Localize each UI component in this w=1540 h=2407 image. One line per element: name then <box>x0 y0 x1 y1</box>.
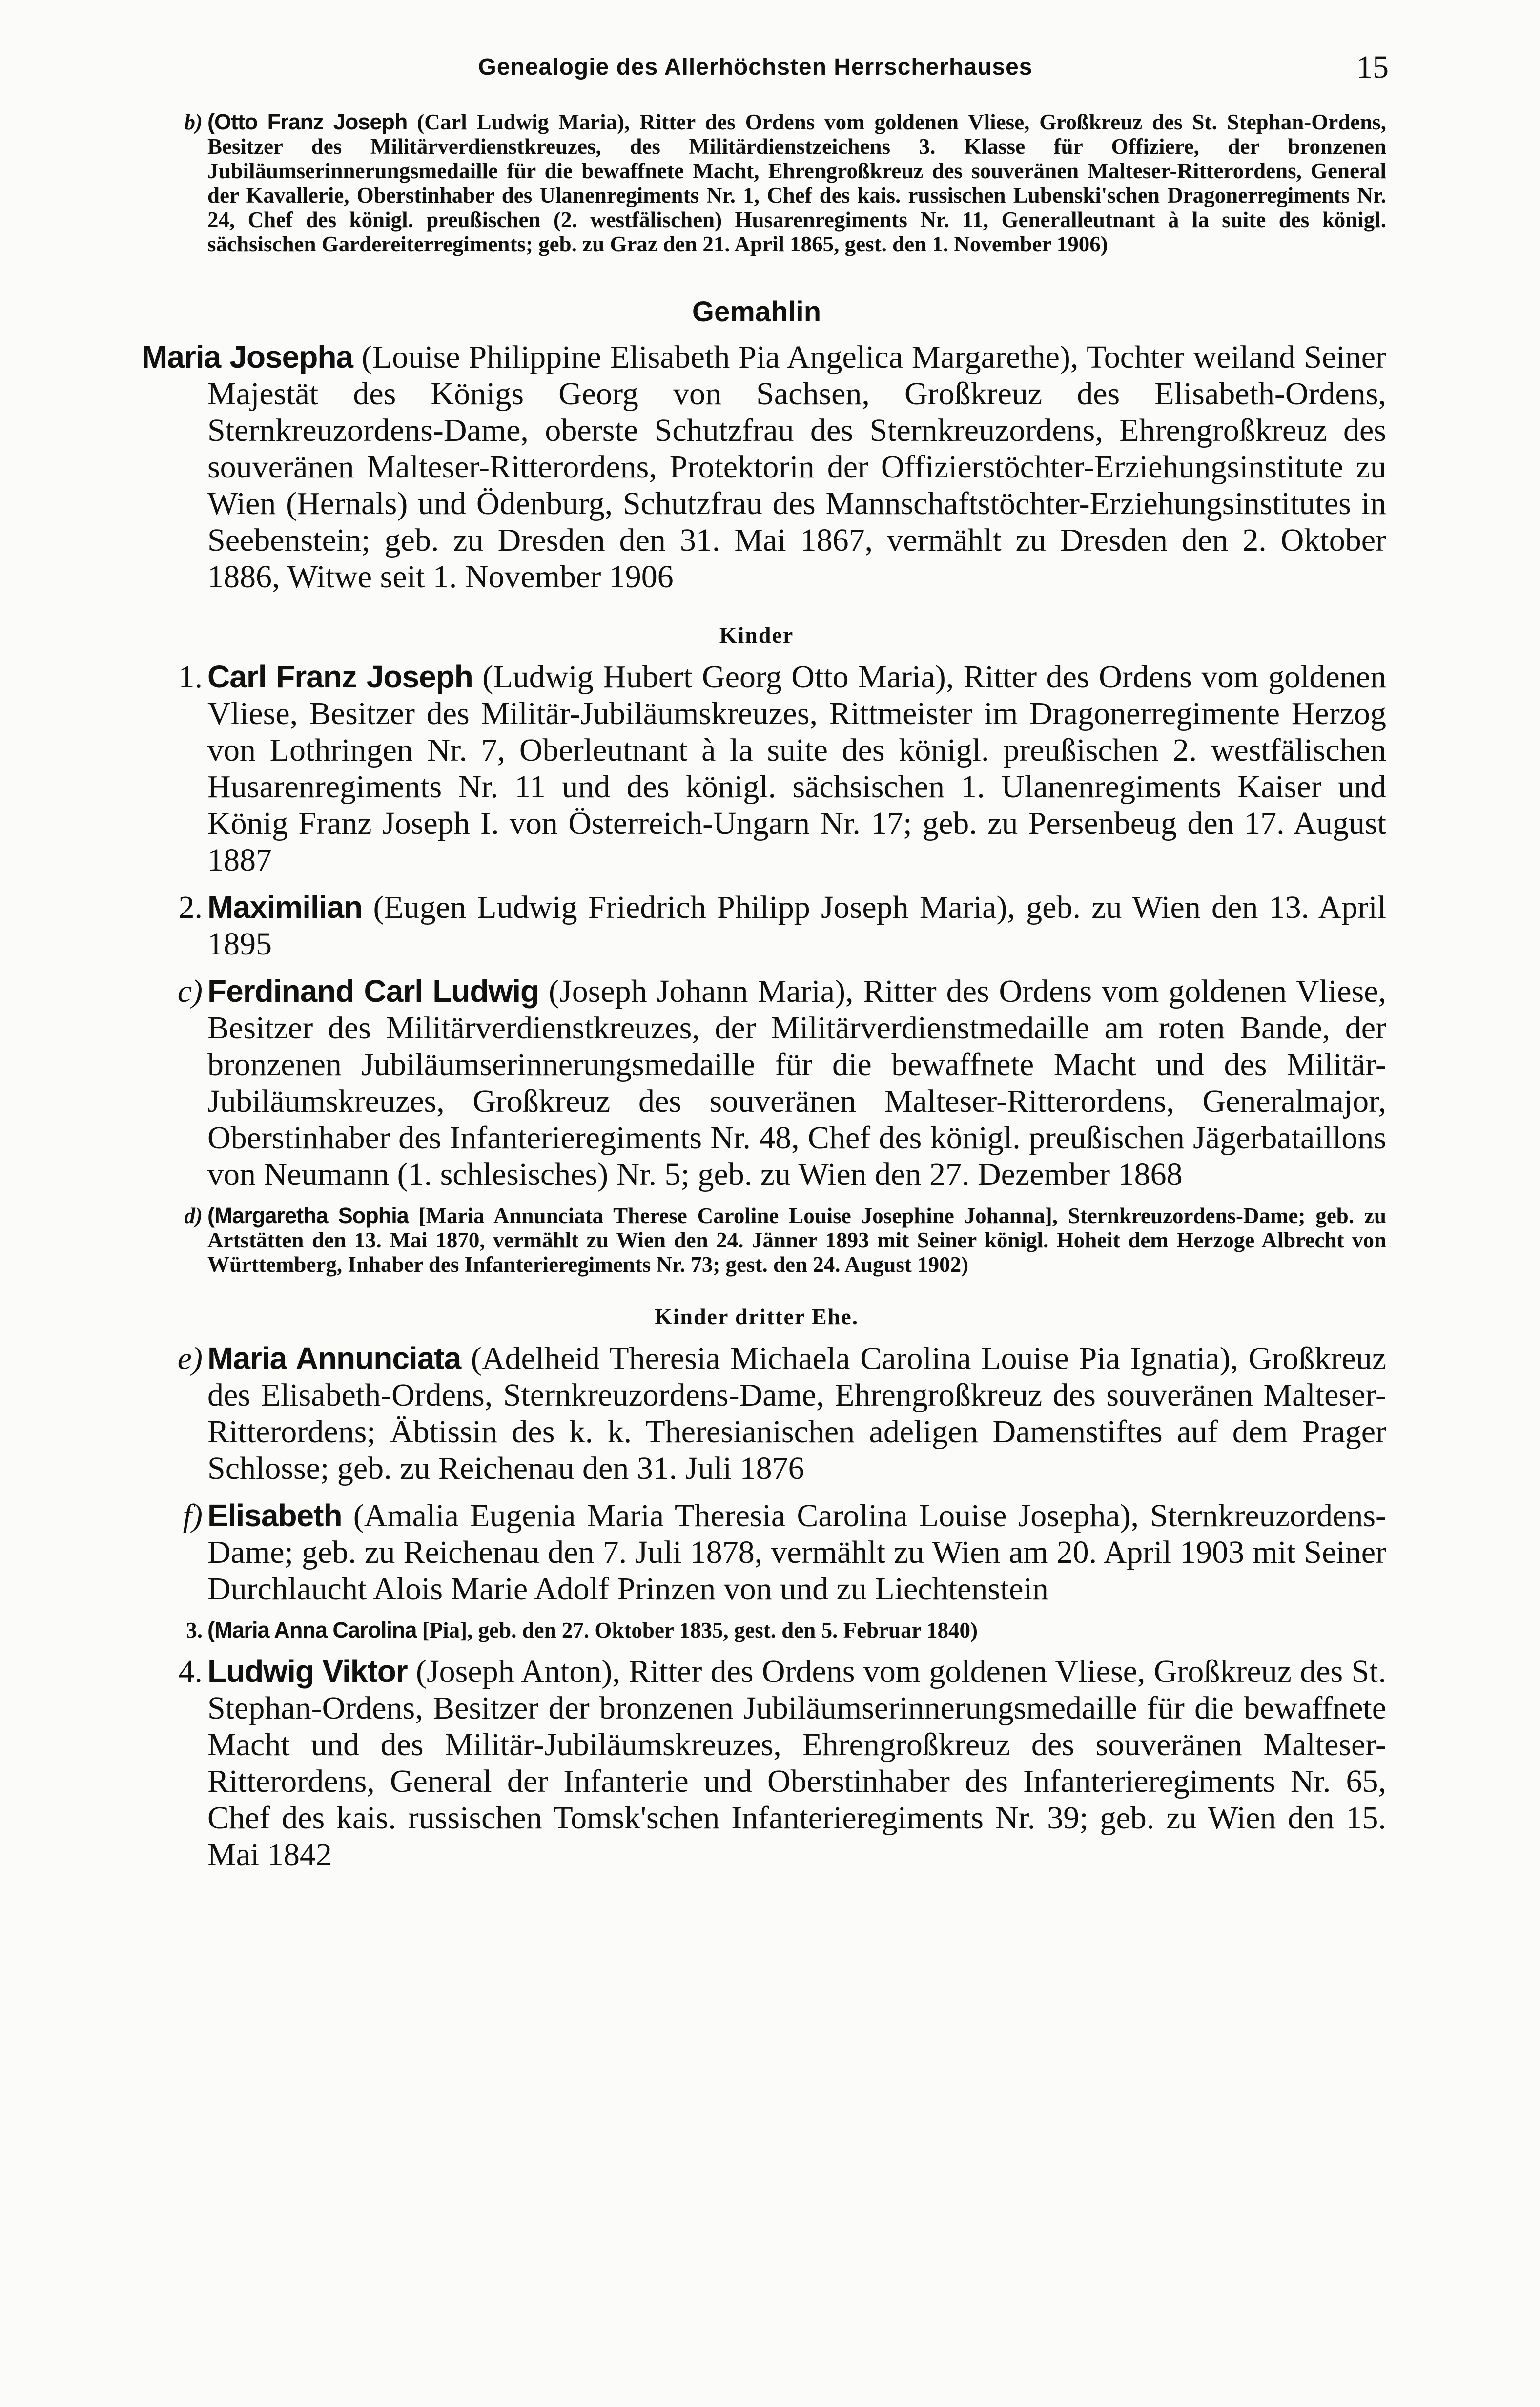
entry-text: (Joseph Anton), Ritter des Ordens vom goldenen Vliese, Großkreuz des St. Stephan-Ordens, Besitzer der bronzenen Jubiläumserinnerungsmedaille für die bewaffnete Macht und des Militär-Jubiläumskreuzes, Ehrengroßkreuz des souveränen Malteser-Ritterordens, General der Infanterie und Oberstinhaber des Infanterieregiments Nr. 65, Chef des kais. russischen Tomsk'schen Infanterieregiments Nr. 39; geb. zu Wien den 15. Mai 1842 <box>207 1654 1387 1872</box>
section-heading-kinder: Kinder <box>719 622 794 647</box>
entry-label: 4. <box>178 1654 203 1689</box>
entry-maximilian <box>127 889 1386 962</box>
entry-elisabeth <box>127 1497 1386 1607</box>
entry-name: Carl Franz Joseph <box>207 659 473 694</box>
entry-text: (Carl Ludwig Maria), Ritter des Ordens vom goldenen Vliese, Großkreuz des St. Stephan-Ordens, Besitzer des Militärverdienstkreuzes, des Militärdienstzeichens 3. Klasse für Offiziere, der bronzenen Jubiläumserinnerungsmedaille für die bewaffnete Macht, Ehrengroßkreuz des souveränen Malteser-Ritterordens, General der Kavallerie, Oberstinhaber des Ulanenregiments Nr. 1, Chef des kais. russischen Lubenski'schen Dragonerregiments Nr. 24, Chef des königl. preußischen (2. westfälischen) Husarenregiments Nr. 11, Generalleutnant à la suite des königl. sächsischen Gardereiterregiments; geb. zu Graz den 21. April 1865, gest. den 1. November 1906) <box>207 110 1386 256</box>
section-heading-gemahlin: Gemahlin <box>692 296 821 328</box>
entry-label: 1. <box>178 659 203 695</box>
entry-text: (Ludwig Hubert Georg Otto Maria), Ritter des Ordens vom goldenen Vliese, Besitzer des Militär-Jubiläumskreuzes, Rittmeister im Dragonerregimente Herzog von Lothringen Nr. 7, Oberleutnant à la suite des königl. preußischen 2. westfälischen Husarenregiments Nr. 11 und des königl. sächsischen 1. Ulanenregiments Kaiser und König Franz Joseph I. von Österreich-Ungarn Nr. 17; geb. zu Persenbeug den 17. August 1887 <box>207 659 1387 878</box>
entry-ludwig-viktor <box>127 1653 1386 1873</box>
entry-label: 3. <box>186 1618 203 1642</box>
entry-otto-franz-joseph <box>127 110 1386 256</box>
entry-maria-josepha <box>127 339 1386 595</box>
entry-name: Elisabeth <box>207 1498 342 1533</box>
entry-name: (Maria Anna Carolina <box>207 1618 417 1642</box>
entry-ferdinand-carl-ludwig <box>127 973 1386 1193</box>
entry-label: 2. <box>178 890 203 925</box>
page-header <box>122 49 1389 88</box>
entry-label: b) <box>184 110 203 134</box>
entry-label: c) <box>177 974 203 1009</box>
entry-name: (Otto Franz Joseph <box>207 109 408 134</box>
section-heading-kinder-dritter-ehe: Kinder dritter Ehe. <box>654 1304 859 1329</box>
entry-text: (Amalia Eugenia Maria Theresia Carolina Louise Josepha), Sternkreuzordens-Dame; geb. zu Reichenau den 7. Juli 1878, vermählt zu Wien am 20. April 1903 mit Seiner Durchlaucht Alois Marie Adolf Prinzen von und zu Liechtenstein <box>207 1498 1386 1607</box>
entry-name: Maximilian <box>207 890 363 925</box>
entry-text: (Adelheid Theresia Michaela Carolina Louise Pia Ignatia), Großkreuz des Elisabeth-Ordens, Sternkreuzordens-Dame, Ehrengroßkreuz des souveränen Malteser-Ritterordens; Äbtissin des k. k. Theresianischen adeligen Damenstiftes auf dem Prager Schlosse; geb. zu Reichenau den 31. Juli 1876 <box>207 1341 1386 1486</box>
entry-margaretha-sophia <box>127 1204 1386 1277</box>
entry-maria-annunciata <box>127 1340 1386 1487</box>
entry-name: Ludwig Viktor <box>207 1654 408 1689</box>
entry-text: [Pia], geb. den 27. Oktober 1835, gest. den 5. Februar 1840) <box>416 1618 978 1642</box>
page-number: 15 <box>1356 49 1389 85</box>
entry-text: (Louise Philippine Elisabeth Pia Angelica Margarethe), Tochter weiland Seiner Majestät des Königs Georg von Sachsen, Großkreuz des Elisabeth-Ordens, Sternkreuzordens-Dame, oberste Schutzfrau des Sternkreuzordens, Ehrengroßkreuz des souveränen Malteser-Ritterordens, Protektorin der Offizierstöchter-Erziehungsinstitute zu Wien (Hernals) und Ödenburg, Schutzfrau des Mannschaftstöchter-Erziehungsinstitutes in Seebenstein; geb. zu Dresden den 31. Mai 1867, vermählt zu Dresden den 2. Oktober 1886, Witwe seit 1. November 1906 <box>207 339 1386 595</box>
entry-name: Ferdinand Carl Ludwig <box>207 974 539 1009</box>
entry-label: f) <box>183 1498 203 1534</box>
entry-text: [Maria Annunciata Therese Caroline Louise Josephine Johanna], Sternkreuzordens-Dame; geb. zu Artstätten den 13. Mai 1870, vermählt zu Wien den 24. Jänner 1893 mit Seiner königl. Hoheit dem Herzoge Albrecht von Württemberg, Inhaber des Infanterieregiments Nr. 73; gest. den 24. August 1902) <box>207 1204 1386 1277</box>
entry-name: Maria Annunciata <box>207 1341 461 1376</box>
running-head: Genealogie des Allerhöchsten Herrscherhauses <box>478 54 1033 80</box>
entry-carl-franz-joseph <box>127 659 1386 878</box>
entry-maria-anna-carolina <box>127 1618 1386 1642</box>
entry-name: (Margaretha Sophia <box>207 1203 409 1228</box>
entry-label: d) <box>184 1204 203 1228</box>
entry-name: Maria Josepha <box>142 339 353 374</box>
entry-label: e) <box>177 1341 203 1376</box>
page-content <box>127 110 1386 1873</box>
entry-text: (Eugen Ludwig Friedrich Philipp Joseph Maria), geb. zu Wien den 13. April 1895 <box>207 890 1386 962</box>
entry-text: (Joseph Johann Maria), Ritter des Ordens vom goldenen Vliese, Besitzer des Militärverdienstkreuzes, der Militärverdienstmedaille am roten Bande, der bronzenen Jubiläumserinnerungsmedaille für die bewaffnete Macht und des Militär-Jubiläumskreuzes, Großkreuz des souveränen Malteser-Ritterordens, Generalmajor, Oberstinhaber des Infanterieregiments Nr. 48, Chef des königl. preußischen Jägerbataillons von Neumann (1. schlesisches) Nr. 5; geb. zu Wien den 27. Dezember 1868 <box>207 974 1386 1192</box>
